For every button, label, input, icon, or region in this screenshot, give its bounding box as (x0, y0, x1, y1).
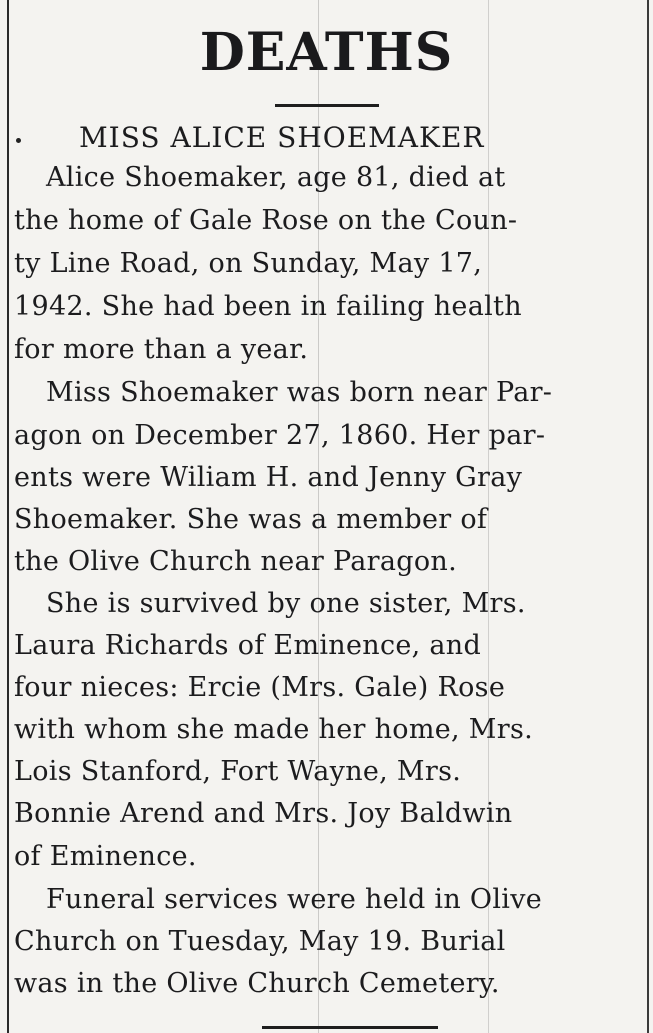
column-rule-left (7, 0, 9, 1033)
body-line: ty Line Road, on Sunday, May 17, (14, 248, 483, 279)
body-line: Bonnie Arend and Mrs. Joy Baldwin (14, 798, 513, 829)
body-line: with whom she made her home, Mrs. (14, 714, 533, 745)
body-line: four nieces: Ercie (Mrs. Gale) Rose (14, 672, 506, 703)
section-heading: DEATHS (199, 22, 454, 83)
body-line: for more than a year. (14, 334, 309, 365)
body-line: Lois Stanford, Fort Wayne, Mrs. (14, 756, 462, 787)
body-line: ents were Wiliam H. and Jenny Gray (14, 462, 523, 493)
body-line: of Eminence. (14, 841, 197, 872)
bullet-mark (16, 138, 21, 143)
body-line: 1942. She had been in failing health (14, 291, 522, 322)
body-line: the Olive Church near Paragon. (14, 546, 457, 577)
body-line: Laura Richards of Eminence, and (14, 630, 482, 661)
body-line: Church on Tuesday, May 19. Burial (14, 926, 506, 957)
heading-rule (275, 104, 379, 107)
closing-rule (262, 1026, 438, 1029)
body-line: Alice Shoemaker, age 81, died at (46, 162, 506, 193)
body-line: Shoemaker. She was a member of (14, 504, 488, 535)
body-line: was in the Olive Church Cemetery. (14, 968, 500, 999)
body-line: the home of Gale Rose on the Coun- (14, 205, 518, 236)
obituary-name: MISS ALICE SHOEMAKER (79, 121, 485, 154)
body-line: Miss Shoemaker was born near Par- (46, 377, 553, 408)
body-line: She is survived by one sister, Mrs. (46, 588, 526, 619)
body-line: Funeral services were held in Olive (46, 884, 543, 915)
body-line: agon on December 27, 1860. Her par- (14, 420, 546, 451)
